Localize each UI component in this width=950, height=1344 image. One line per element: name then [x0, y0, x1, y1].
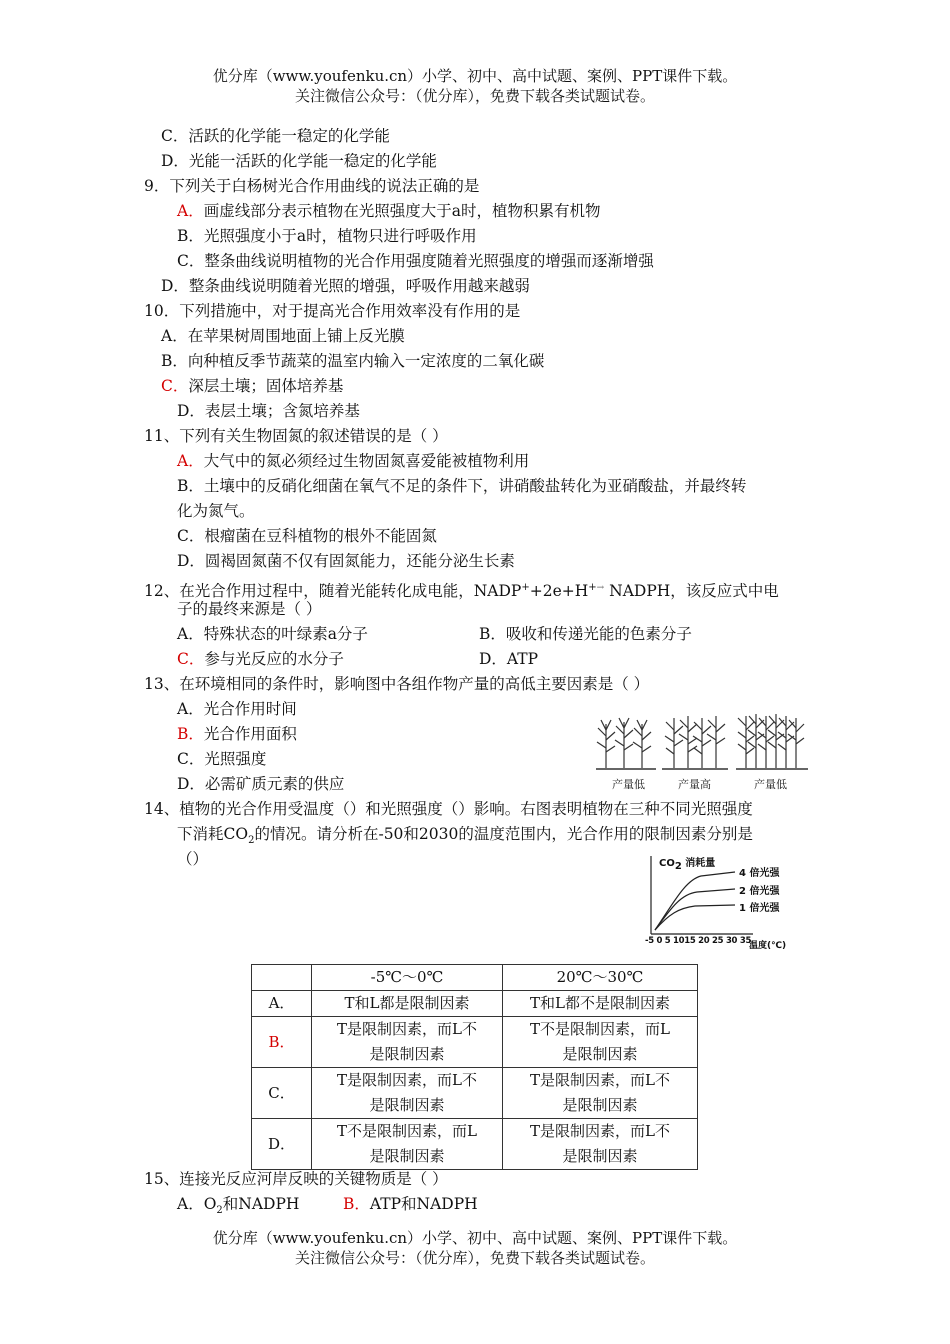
q13-option-c: C．光照强度	[177, 750, 267, 768]
cell-line2: 是限制因素	[562, 1045, 638, 1063]
q10-option-b: B．向种植反季节蔬菜的温室内输入一定浓度的二氧化碳	[161, 352, 545, 370]
q9-option-c: C．整条曲线说明植物的光合作用强度随着光照强度的增强而逐渐增强	[177, 252, 654, 270]
q15-stem: 15、连接光反应河岸反映的关键物质是（ ）	[144, 1170, 448, 1188]
q12-stem-line2: 子的最终来源是（ ）	[177, 600, 322, 618]
q14-stem-line2	[177, 823, 753, 845]
q10-option-d: D．表层土壤；含氮培养基	[177, 402, 360, 420]
cell-line1: T是限制因素，而L不	[337, 1071, 477, 1089]
q13-option-b-text: 光合作用面积	[203, 725, 297, 743]
crop-label-2: 产量高	[678, 778, 711, 791]
q13-option-d: D．必需矿质元素的供应	[177, 775, 345, 793]
cell-line1: T是限制因素，而L不	[337, 1020, 477, 1038]
row-col2	[503, 1017, 698, 1068]
q9-stem: 9．下列关于白杨树光合作用曲线的说法正确的是	[144, 177, 480, 195]
q11-option-b-line2: 化为氮气。	[177, 502, 255, 520]
q10-stem: 10．下列措施中，对于提高光合作用效率没有作用的是	[144, 302, 521, 320]
q9-option-b: B．光照强度小于a时，植物只进行呼吸作用	[177, 227, 477, 245]
graph-ylabel-pre: CO	[659, 858, 675, 869]
q15-option-a-pre: A．O	[177, 1195, 217, 1213]
row-letter: C．	[252, 1068, 312, 1119]
row-letter-answer: B．	[252, 1017, 312, 1068]
q8-option-d: D．光能一活跃的化学能一稳定的化学能	[161, 152, 437, 170]
cell-line1: T是限制因素，而L不	[530, 1071, 670, 1089]
q14-options-table	[251, 964, 698, 1170]
q14-stem-pre: 下消耗CO	[177, 825, 249, 843]
series-label-2x: 2 倍光强	[739, 886, 780, 897]
row-col1: T和L都是限制因素	[312, 991, 503, 1017]
q12-stem-post: NADPH，该反应式中电	[604, 582, 779, 601]
graph-ylabel-sub: 2	[674, 861, 682, 872]
row-letter: A．	[252, 991, 312, 1017]
table-header-col2: 20℃～30℃	[503, 965, 698, 991]
cell-line2: 是限制因素	[369, 1147, 445, 1165]
q13-stem: 13、在环境相同的条件时，影响图中各组作物产量的高低主要因素是（ ）	[144, 675, 650, 693]
cell-line2: 是限制因素	[369, 1045, 445, 1063]
q14-stem-post: 的情况。请分析在-50和2030的温度范围内，光合作用的限制因素分别是	[254, 825, 753, 843]
curve-2x-light	[655, 889, 735, 930]
q12-stem-mid: +2e+H	[529, 582, 589, 601]
row-col2	[503, 1119, 698, 1170]
crop-label-3: 产量低	[754, 778, 787, 791]
crop-yield-figure	[596, 706, 811, 796]
graph-xticks: -5 0 5 1015 20 25 30 35	[645, 936, 752, 946]
cell-line2: 是限制因素	[562, 1096, 638, 1114]
cell-line1: T不是限制因素，而L	[530, 1020, 670, 1038]
q11-option-d: D．圆褐固氮菌不仅有固氮能力，还能分泌生长素	[177, 552, 515, 570]
crop-group-medium	[665, 716, 725, 768]
row-col1	[312, 1068, 503, 1119]
graph-ylabel-post: 消耗量	[681, 858, 716, 869]
graph-ylabel	[659, 854, 716, 872]
q15-option-b	[343, 1193, 478, 1215]
q11-option-a-text: 大气中的氮必须经过生物固氮喜爱能被植物利用	[203, 452, 530, 470]
q11-option-c: C．根瘤菌在豆科植物的根外不能固氮	[177, 527, 437, 545]
q15-answer-letter: B．	[343, 1195, 370, 1213]
cell-line1: T不是限制因素，而L	[337, 1122, 477, 1140]
q12-stem-pre: 12、在光合作用过程中，随着光能转化成电能，NADP	[144, 582, 522, 601]
cell-line2: 是限制因素	[562, 1147, 638, 1165]
q14-stem-line3: （）	[177, 850, 209, 868]
crop-label-1: 产量低	[612, 778, 645, 791]
header-line-1: 优分库（www.youfenku.cn）小学、初中、高中试题、案例、PPT课件下载。	[212, 67, 738, 85]
q12-option-c-text: 参与光反应的水分子	[204, 650, 344, 668]
q12-option-a: A．特殊状态的叶绿素a分子	[177, 625, 368, 643]
table-row	[252, 1119, 698, 1170]
graph-xlabel: 温度(℃)	[749, 941, 787, 951]
crop-group-sparse-1	[597, 718, 651, 768]
q13-option-a: A．光合作用时间	[177, 700, 297, 718]
q14-co2-sub: 2	[248, 835, 255, 847]
q12-sup-1: +	[521, 582, 530, 593]
q15-o2-sub: 2	[216, 1205, 223, 1217]
crop-group-dense	[738, 714, 804, 768]
q12-option-c	[177, 648, 344, 670]
table-row	[252, 1068, 698, 1119]
q8-option-c: C．活跃的化学能一稳定的化学能	[161, 127, 390, 145]
q12-reaction-arrow: →	[596, 583, 605, 593]
q10-answer-letter: C．	[161, 377, 189, 395]
q12-sup-2: +	[588, 582, 597, 593]
series-label-1x: 1 倍光强	[739, 903, 780, 914]
footer-line-1: 优分库（www.youfenku.cn）小学、初中、高中试题、案例、PPT课件下载。	[212, 1229, 738, 1247]
q14-stem-line1: 14、植物的光合作用受温度（）和光照强度（）影响。右图表明植物在三种不同光照强度	[144, 800, 753, 818]
q9-option-a	[177, 200, 600, 222]
q15-option-a-post: 和NADPH	[222, 1195, 300, 1213]
q13-answer-letter: B．	[177, 725, 204, 743]
q9-answer-letter: A．	[177, 202, 204, 220]
q15-option-b-text: ATP和NADPH	[369, 1195, 478, 1213]
cell-line2: 是限制因素	[369, 1096, 445, 1114]
q11-answer-letter: A．	[177, 452, 204, 470]
q12-option-b: B．吸收和传递光能的色素分子	[479, 625, 692, 643]
cell-line1: T是限制因素，而L不	[530, 1122, 670, 1140]
header-line-2: 关注微信公众号：（优分库），免费下载各类试题试卷。	[294, 87, 655, 105]
q11-option-b-line1: B．土壤中的反硝化细菌在氧气不足的条件下，讲硝酸盐转化为亚硝酸盐，并最终转	[177, 477, 747, 495]
table-header-row	[252, 965, 698, 991]
q12-answer-letter: C．	[177, 650, 205, 668]
footer-line-2: 关注微信公众号：（优分库），免费下载各类试题试卷。	[294, 1249, 655, 1267]
curve-1x-light	[655, 905, 735, 930]
table-header-col1: -5℃～0℃	[312, 965, 503, 991]
q10-option-c-text: 深层土壤；固体培养基	[188, 377, 344, 395]
row-col2	[503, 1068, 698, 1119]
q13-option-b	[177, 723, 297, 745]
q9-option-d: D．整条曲线说明随着光照的增强，呼吸作用越来越弱	[161, 277, 530, 295]
row-col1	[312, 1017, 503, 1068]
q15-option-a	[177, 1193, 299, 1215]
table-row	[252, 991, 698, 1017]
q10-option-a: A．在苹果树周围地面上铺上反光膜	[161, 327, 405, 345]
curve-4x-light	[655, 872, 735, 930]
row-col2: T和L都不是限制因素	[503, 991, 698, 1017]
row-col1	[312, 1119, 503, 1170]
row-letter: D．	[252, 1119, 312, 1170]
q10-option-c	[161, 375, 343, 397]
table-header-empty	[252, 965, 312, 991]
q9-option-a-text: 画虚线部分表示植物在光照强度大于a时，植物积累有机物	[203, 202, 601, 220]
q11-stem: 11、下列有关生物固氮的叙述错误的是（ ）	[144, 427, 448, 445]
q11-option-a	[177, 450, 529, 472]
table-row	[252, 1017, 698, 1068]
co2-consumption-graph	[645, 852, 797, 952]
series-label-4x: 4 倍光强	[739, 868, 780, 879]
q12-option-d: D．ATP	[479, 650, 539, 668]
